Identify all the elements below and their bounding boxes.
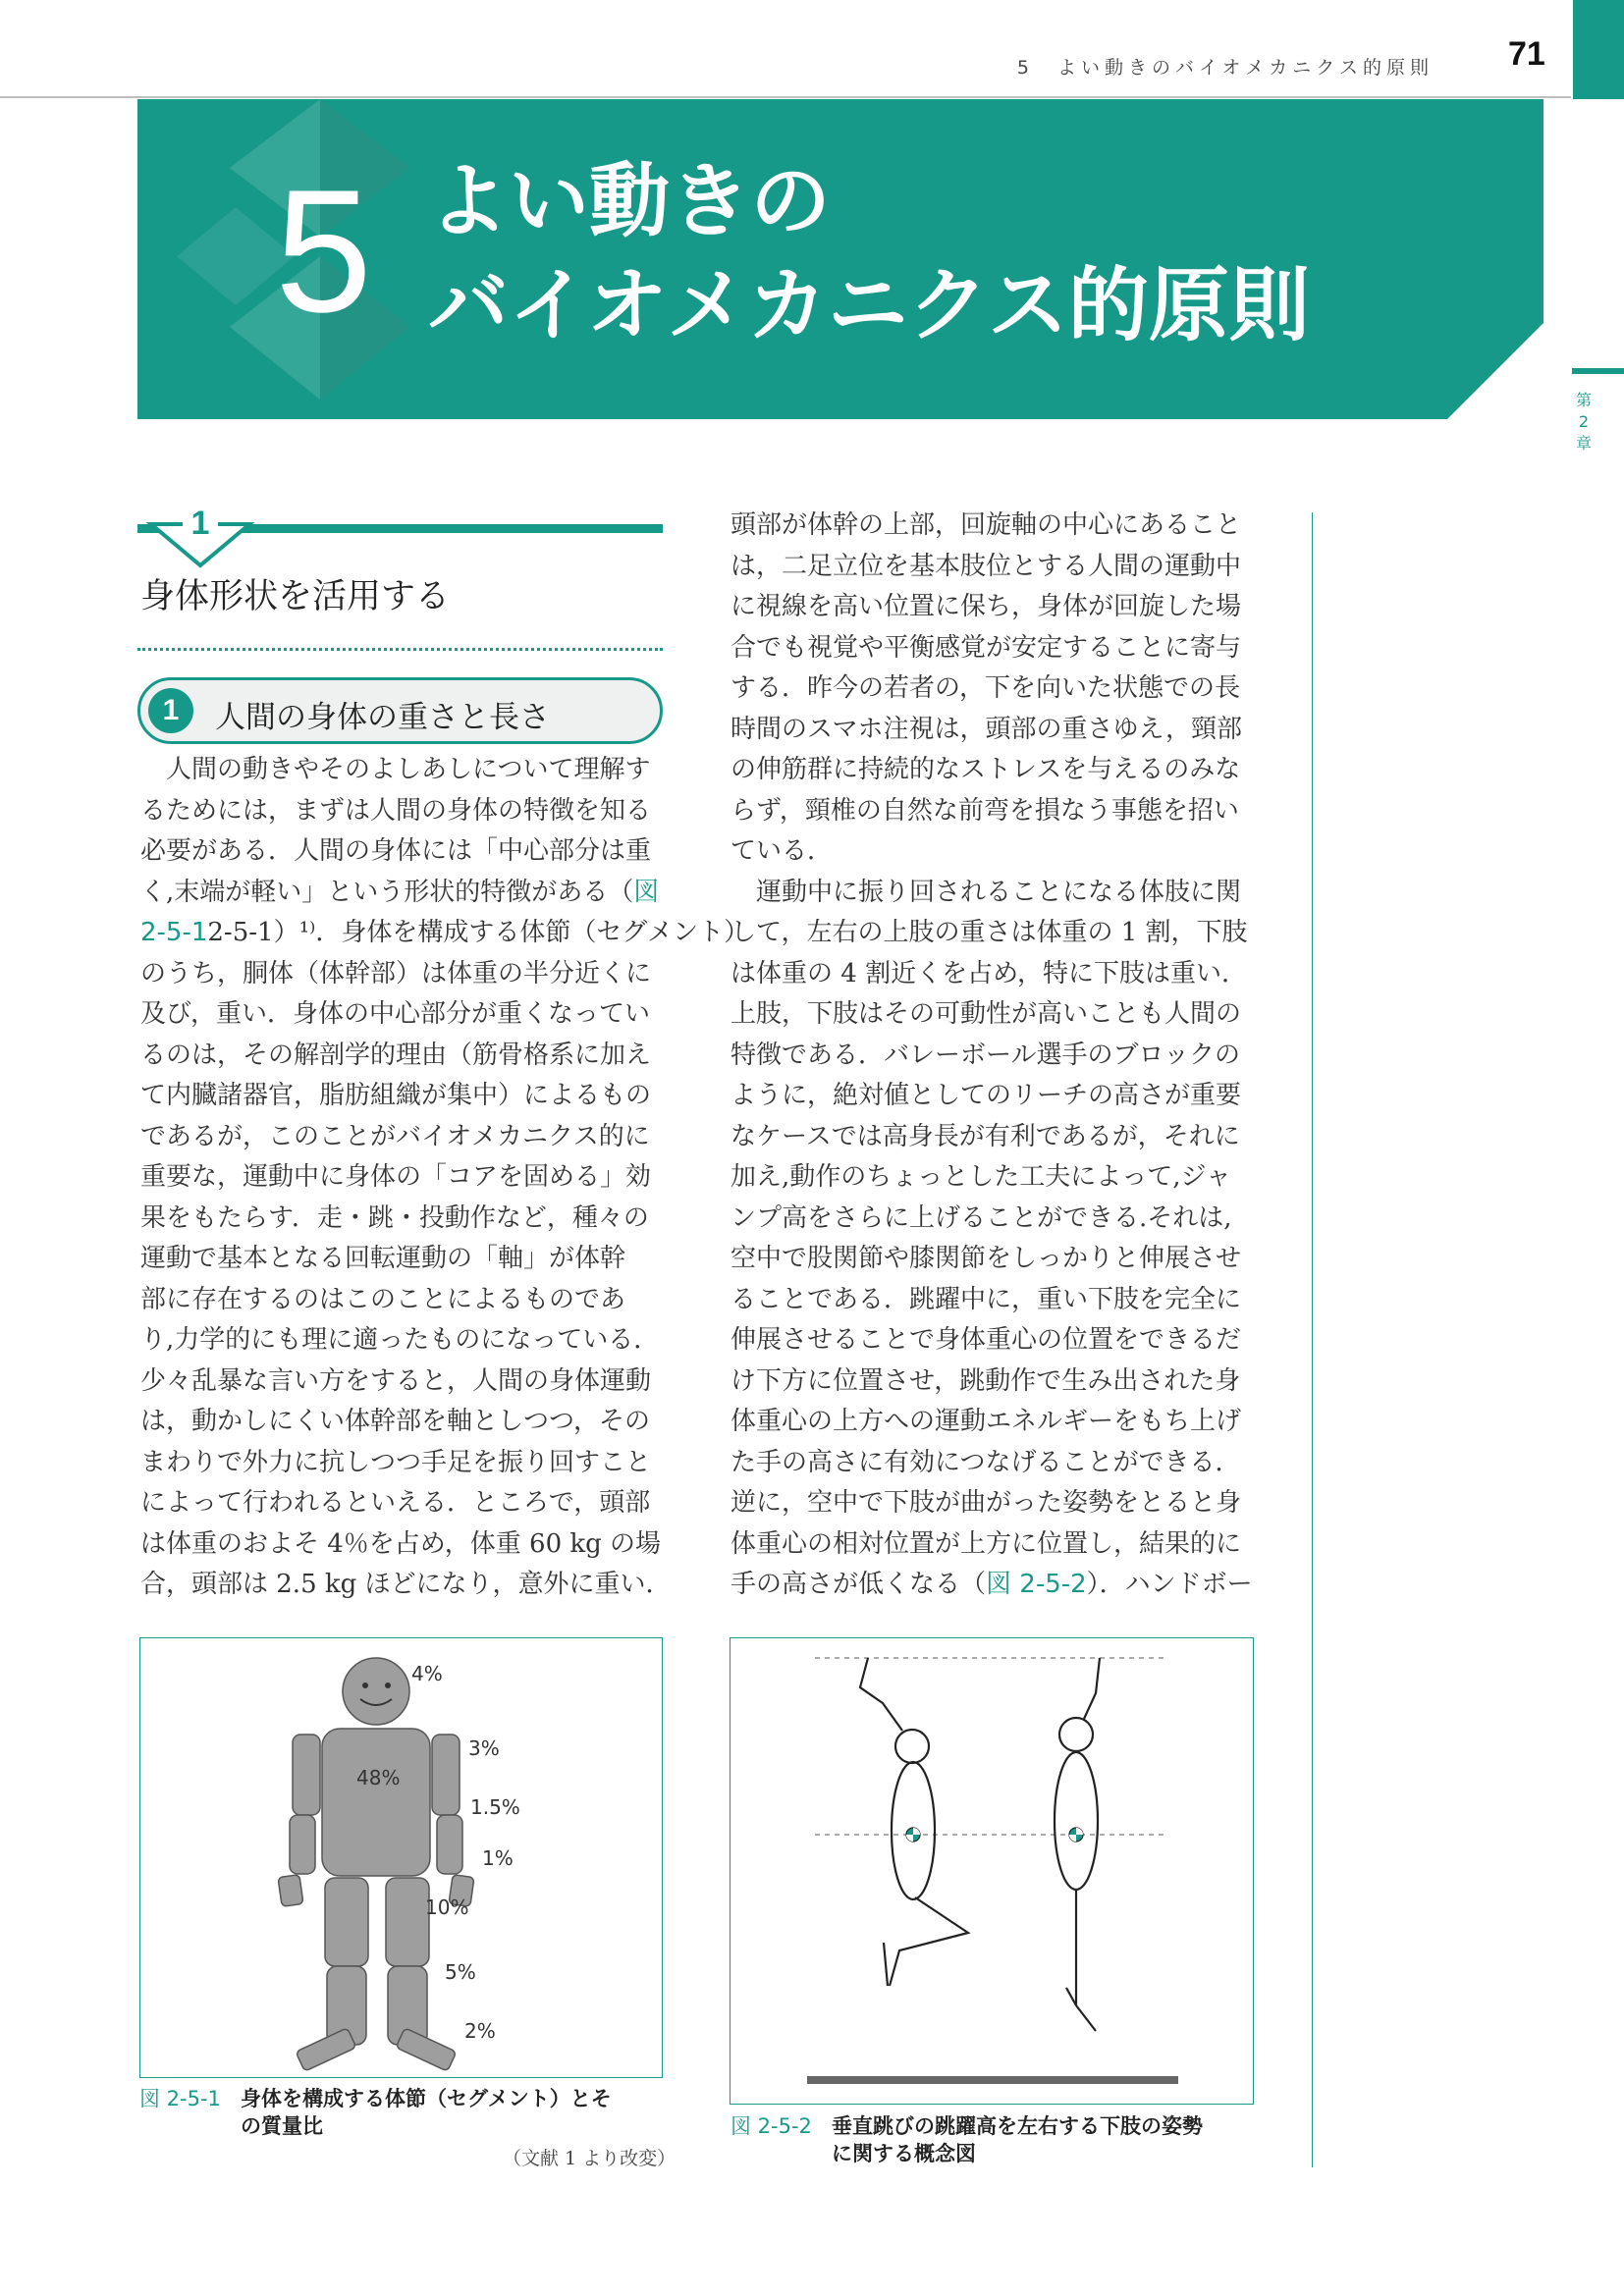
text-line: であるが，このことがバイオメカニクス的に xyxy=(140,1121,650,1151)
text-line: 逆に，空中で下肢が曲がった姿勢をとると身 xyxy=(731,1488,1242,1518)
text-line: た手の高さに有効につなげることができる． xyxy=(731,1447,1241,1477)
text-line: ンプ高をさらに上げることができる.それは, xyxy=(731,1202,1232,1233)
text-line: 頭部が体幹の上部，回旋軸の中心にあること xyxy=(731,510,1242,540)
text-line: は，動かしにくい体幹部を軸としつつ，その xyxy=(140,1407,650,1436)
text-line: ように，絶対値としてのリーチの高さが重要 xyxy=(731,1081,1242,1110)
header-rule xyxy=(0,96,1571,98)
text-line: 必要がある．人間の身体には「中心部分は重 xyxy=(140,836,652,866)
text-span: 2-5-1）¹⁾．身体を構成する体節（セグメント） xyxy=(207,918,750,947)
center-of-mass-marker xyxy=(906,1828,920,1842)
text-line: の伸筋群に持続的なストレスを与えるのみな xyxy=(731,755,1241,784)
segment-label-thigh: 10% xyxy=(425,1896,469,1919)
text-line: 運動中に振り回されることになる体肢に関 xyxy=(731,877,1242,907)
figure2-caption-id: 図 2-5-2 xyxy=(731,2114,812,2138)
segment-label-forearm: 1.5% xyxy=(470,1795,520,1819)
side-tab-text xyxy=(1574,390,1594,454)
page-number: 71 xyxy=(1508,35,1545,73)
figure1-caption-id: 図 2-5-1 xyxy=(139,2087,221,2110)
text-line: 空中で股関節や膝関節をしっかりと伸展させ xyxy=(731,1244,1242,1273)
text-line: 人間の動きやそのよしあしについて理解す xyxy=(140,755,651,784)
section-number: 1 xyxy=(183,505,218,543)
section-heading xyxy=(137,505,663,569)
subsection-heading xyxy=(137,677,663,744)
side-tab-char: 2 xyxy=(1578,412,1590,431)
text-line xyxy=(731,1565,1256,1606)
section-dotted-rule xyxy=(137,648,663,651)
side-tab-bar xyxy=(1572,368,1624,374)
text-span: 手の高さが低くなる（ xyxy=(731,1570,987,1599)
text-line: ることである．跳躍中に，重い下肢を完全に xyxy=(731,1284,1242,1314)
segment-label-upper-arm: 3% xyxy=(468,1736,500,1760)
text-line: 少々乱暴な言い方をすると，人間の身体運動 xyxy=(140,1365,652,1396)
text-line xyxy=(140,913,750,954)
text-line xyxy=(140,873,663,914)
figure-reference[interactable]: 図 xyxy=(633,877,660,907)
body-figure-illustration xyxy=(140,1638,664,2079)
left-column-text xyxy=(140,750,750,1606)
figure1-source: （文献 1 より改変） xyxy=(503,2148,677,2169)
text-line: は体重のおよそ 4％を占め，体重 60 kg の場 xyxy=(140,1528,662,1559)
text-line: する．昨今の若者の，下を向いた状態での長 xyxy=(731,673,1240,703)
text-line: して，左右の上肢の重さは体重の 1 割，下肢 xyxy=(731,918,1248,947)
text-span: ）．ハンドボー xyxy=(1086,1570,1253,1599)
text-line: によって行われるといえる．ところで，頭部 xyxy=(140,1488,651,1518)
text-line: 重要な，運動中に身体の「コアを固める」効 xyxy=(140,1162,652,1192)
text-line: 及び，重い．身体の中心部分が重くなってい xyxy=(140,999,650,1029)
segment-label-shank: 5% xyxy=(445,1960,476,1984)
chapter-banner xyxy=(137,99,1543,419)
segment-label-hand: 1% xyxy=(482,1846,514,1870)
figure-body-segments xyxy=(139,1637,663,2078)
text-line: 果をもたらす．走・跳・投動作など，種々の xyxy=(140,1202,649,1233)
figure2-caption xyxy=(731,2112,1255,2171)
right-column-text xyxy=(731,506,1256,1606)
text-line: のうち，胴体（体幹部）は体重の半分近くに xyxy=(140,958,652,988)
text-line: て内臓諸器官，脂肪組織が集中）によるもの xyxy=(140,1081,652,1110)
subsection-number: 1 xyxy=(148,688,193,733)
column-rule xyxy=(1312,512,1313,2167)
text-line: け下方に位置させ，跳動作で生み出された身 xyxy=(731,1365,1241,1396)
chapter-side-tab xyxy=(1572,368,1624,462)
figure2-caption-line1: 垂直跳びの跳躍高を左右する下肢の姿勢 xyxy=(832,2114,1203,2138)
text-line: 上肢，下肢はその可動性が高いことも人間の xyxy=(731,999,1242,1029)
text-line: 合でも視覚や平衡感覚が安定することに寄与 xyxy=(731,632,1242,663)
text-line: 特徴である．バレーボール選手のブロックの xyxy=(731,1040,1240,1070)
text-line: 伸展させることで身体重心の位置をできるだ xyxy=(731,1325,1242,1355)
segment-label-foot: 2% xyxy=(464,2019,496,2043)
jump-posture-illustration xyxy=(731,1638,1255,2106)
chapter-title-line1: よい動きの xyxy=(428,155,832,248)
segment-label-head: 4% xyxy=(411,1662,443,1685)
figure1-caption-line1: 身体を構成する体節（セグメント）とそ xyxy=(241,2087,612,2110)
chapter-title-line2: バイオメカニクス的原則 xyxy=(428,259,1310,352)
figure-vertical-jump xyxy=(730,1637,1254,2105)
text-line: 加え,動作のちょっとした工夫によって,ジャ xyxy=(731,1162,1232,1192)
text-line: らず，頸椎の自然な前弯を損なう事態を招い xyxy=(731,795,1239,826)
text-line: は体重の 4 割近くを占め，特に下肢は重い． xyxy=(731,958,1248,988)
text-line: なケースでは高身長が有利であるが，それに xyxy=(731,1121,1240,1151)
text-line: 時間のスマホ注視は，頭部の重さゆえ，頸部 xyxy=(731,714,1243,744)
running-header xyxy=(0,0,1624,98)
text-line: まわりで外力に抗しつつ手足を振り回すこと xyxy=(140,1447,652,1477)
side-tab-char: 第 xyxy=(1575,391,1592,409)
text-line: ている． xyxy=(731,836,834,866)
text-span: く,末端が軽い」という形状的特徴がある（ xyxy=(140,877,634,907)
section-title: 身体形状を活用する xyxy=(140,577,451,616)
text-line: は，二足立位を基本肢位とする人間の運動中 xyxy=(731,551,1242,581)
subsection-title: 人間の身体の重さと長さ xyxy=(215,700,550,735)
chapter-tab-top xyxy=(1573,0,1624,99)
figure1-caption-line2: の質量比 xyxy=(241,2114,323,2138)
text-line: り,力学的にも理に適ったものになっている． xyxy=(140,1325,660,1355)
chapter-number: 5 xyxy=(275,153,372,348)
text-line: 運動で基本となる回転運動の「軸」が体幹 xyxy=(140,1244,626,1273)
text-line: るのは，その解剖学的理由（筋骨格系に加え xyxy=(140,1040,652,1070)
text-line: 体重心の上方への運動エネルギーをもち上げ xyxy=(731,1407,1242,1436)
segment-label-trunk: 48% xyxy=(356,1766,401,1789)
text-line: に視線を高い位置に保ち，身体が回旋した場 xyxy=(731,592,1242,621)
running-title: 5 よい動きのバイオメカニクス的原則 xyxy=(1016,57,1434,79)
figure1-caption xyxy=(139,2085,663,2144)
center-of-mass-marker xyxy=(1069,1828,1083,1842)
text-line: るためには，まずは人間の身体の特徴を知る xyxy=(140,795,652,826)
side-tab-char: 章 xyxy=(1575,434,1592,453)
figure-reference[interactable]: 図 2-5-2 xyxy=(986,1570,1087,1599)
text-line: 体重心の相対位置が上方に位置し，結果的に xyxy=(731,1528,1242,1559)
text-line: 合，頭部は 2.5 kg ほどになり，意外に重い． xyxy=(140,1570,672,1599)
figure-reference[interactable]: 2-5-1 xyxy=(140,918,208,947)
text-line: 部に存在するのはこのことによるものであ xyxy=(140,1284,626,1314)
figure2-caption-line2: に関する概念図 xyxy=(832,2142,976,2165)
